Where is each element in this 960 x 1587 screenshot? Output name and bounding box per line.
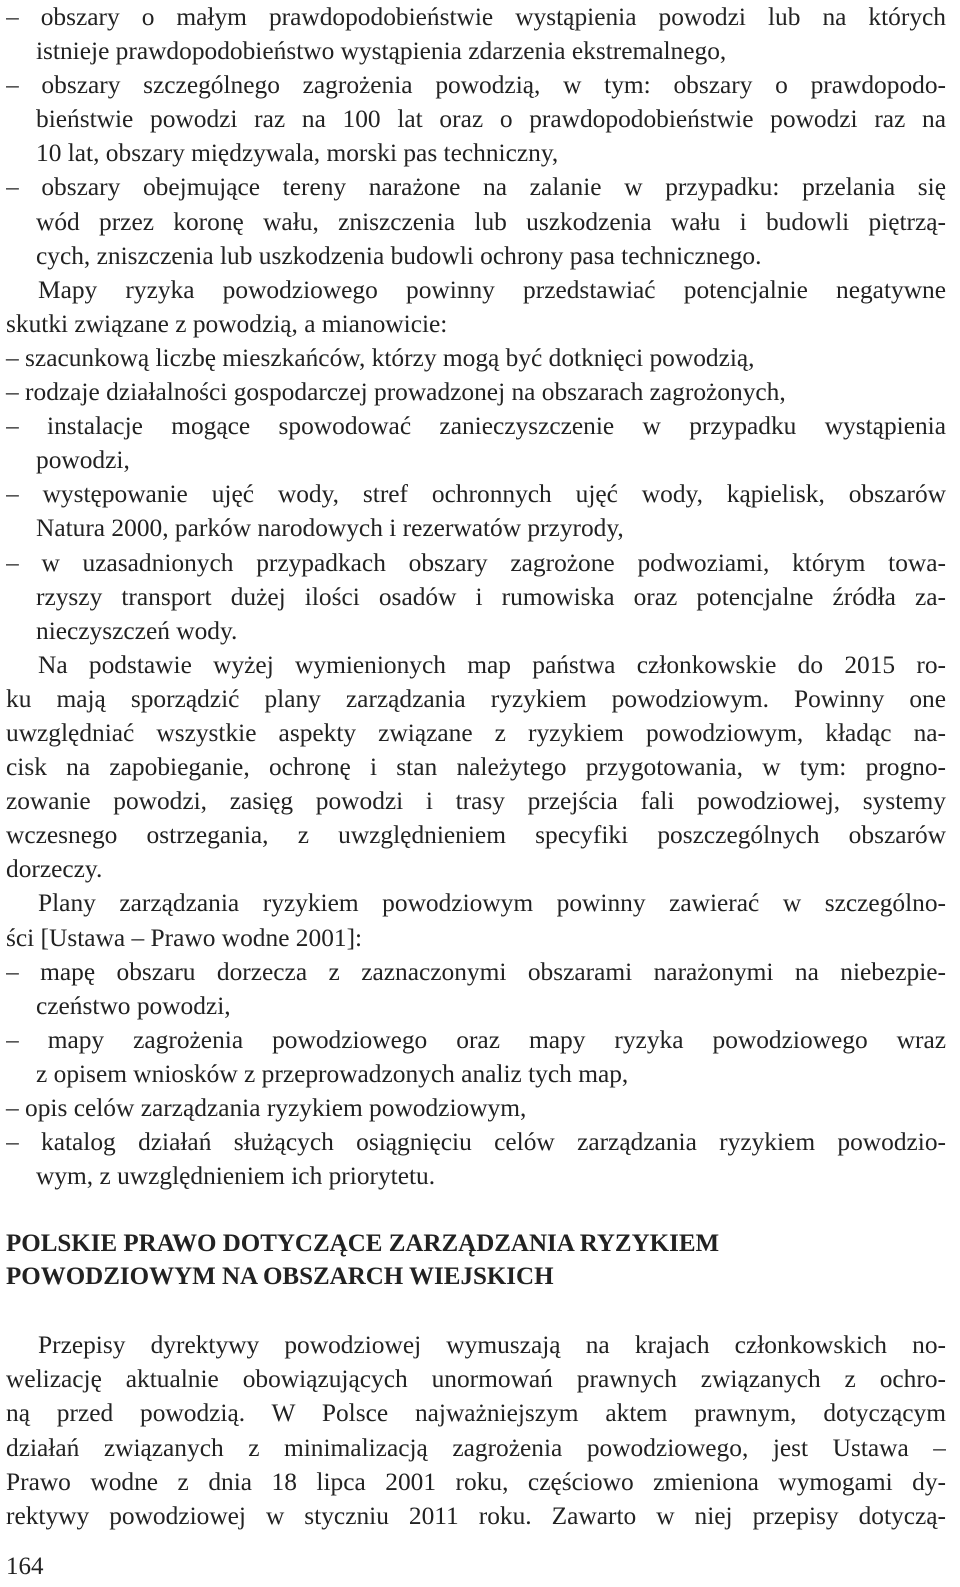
text-line: dorzeczy.	[6, 855, 103, 884]
text-line: 10 lat, obszary międzywala, morski pas techniczny,	[36, 139, 559, 168]
section-spacer	[6, 1193, 946, 1227]
text-line: – mapę obszaru dorzecza z zaznaczonymi obszarami narażonymi na niebezpie-	[6, 957, 946, 986]
text-line: Prawo wodne z dnia 18 lipca 2001 roku, częściowo zmieniona wymogami dy-	[6, 1467, 946, 1496]
text-line: – obszary obejmujące tereny narażone na zalanie w przypadku: przelania się	[6, 173, 946, 202]
document-page	[6, 0, 946, 1533]
text-line: ści [Ustawa – Prawo wodne 2001]:	[6, 923, 363, 952]
text-line: skutki związane z powodzią, a mianowicie:	[6, 309, 448, 338]
section-heading	[6, 1227, 946, 1293]
text-line: bieństwie powodzi raz na 100 lat oraz o prawdopodobieństwie powodzi raz na	[36, 105, 946, 134]
text-line: rzyszy transport dużej ilości osadów i rumowiska oraz potencjalne źródła za-	[36, 582, 946, 611]
text-line: Mapy ryzyka powodziowego powinny przedstawiać potencjalnie negatywne	[38, 275, 946, 304]
body-text-section-1	[6, 0, 946, 1193]
text-line: Przepisy dyrektywy powodziowej wymuszają na krajach członkowskich no-	[38, 1331, 946, 1360]
text-line: z opisem wniosków z przeprowadzonych analiz tych map,	[36, 1059, 629, 1088]
text-line: Natura 2000, parków narodowych i rezerwatów przyrody,	[36, 514, 624, 543]
text-line: – rodzaje działalności gospodarczej prowadzonej na obszarach zagrożonych,	[6, 378, 786, 407]
text-line: Plany zarządzania ryzykiem powodziowym powinny zawierać w szczególno-	[38, 889, 946, 918]
text-line: – szacunkową liczbę mieszkańców, którzy mogą być dotknięci powodzią,	[6, 343, 755, 372]
text-line: powodzi,	[36, 446, 130, 475]
text-line: – obszary szczególnego zagrożenia powodzią, w tym: obszary o prawdopodo-	[6, 71, 946, 100]
page-number: 164	[6, 1553, 44, 1580]
heading-line-1: POLSKIE PRAWO DOTYCZĄCE ZARZĄDZANIA RYZYKIEM	[6, 1230, 720, 1258]
section-spacer	[6, 1293, 946, 1328]
text-line: – obszary o małym prawdopodobieństwie wystąpienia powodzi lub na których	[6, 3, 946, 31]
text-line: – w uzasadnionych przypadkach obszary zagrożone podwoziami, którym towa-	[6, 548, 946, 577]
text-line: cisk na zapobieganie, ochronę i stan należytego przygotowania, w tym: progno-	[6, 753, 946, 782]
text-line: działań związanych z minimalizacją zagrożenia powodziowego, jest Ustawa –	[6, 1433, 946, 1462]
body-text-section-2	[6, 1328, 946, 1533]
text-line: – mapy zagrożenia powodziowego oraz mapy ryzyka powodziowego wraz	[6, 1025, 946, 1054]
text-line: welizację aktualnie obowiązujących unormowań prawnych związanych z ochro-	[6, 1365, 946, 1394]
text-line: rektywy powodziowej w styczniu 2011 roku. Zawarto w niej przepisy dotyczą-	[6, 1501, 946, 1530]
text-line: ną przed powodzią. W Polsce najważniejszym aktem prawnym, dotyczącym	[6, 1399, 946, 1428]
text-line: uwzględniać wszystkie aspekty związane z ryzykiem powodziowym, kładąc na-	[6, 718, 946, 747]
text-line: ku mają sporządzić plany zarządzania ryzykiem powodziowym. Powinny one	[6, 684, 946, 713]
text-line: – katalog działań służących osiągnięciu celów zarządzania ryzykiem powodzio-	[6, 1128, 946, 1157]
text-line: czeństwo powodzi,	[36, 991, 231, 1020]
text-line: nieczyszczeń wody.	[36, 616, 238, 645]
text-line: cych, zniszczenia lub uszkodzenia budowli ochrony pasa technicznego.	[36, 241, 762, 270]
text-line: – instalacje mogące spowodować zanieczyszczenie w przypadku wystąpienia	[6, 412, 946, 441]
text-line: wczesnego ostrzegania, z uwzględnieniem specyfiki poszczególnych obszarów	[6, 821, 946, 850]
text-line: – występowanie ujęć wody, stref ochronnych ujęć wody, kąpielisk, obszarów	[6, 480, 946, 509]
text-line: – opis celów zarządzania ryzykiem powodziowym,	[6, 1094, 527, 1122]
text-line: wym, z uwzględnieniem ich priorytetu.	[36, 1162, 436, 1191]
text-line: wód przez koronę wału, zniszczenia lub uszkodzenia wału i budowli piętrzą-	[36, 207, 946, 236]
heading-line-2: POWODZIOWYM NA OBSZARCH WIEJSKICH	[6, 1263, 554, 1291]
text-line: istnieje prawdopodobieństwo wystąpienia zdarzenia ekstremalnego,	[36, 37, 727, 66]
text-line: zowanie powodzi, zasięg powodzi i trasy przejścia fali powodziowej, systemy	[6, 787, 946, 816]
text-line: Na podstawie wyżej wymienionych map państwa członkowskie do 2015 ro-	[38, 650, 946, 679]
